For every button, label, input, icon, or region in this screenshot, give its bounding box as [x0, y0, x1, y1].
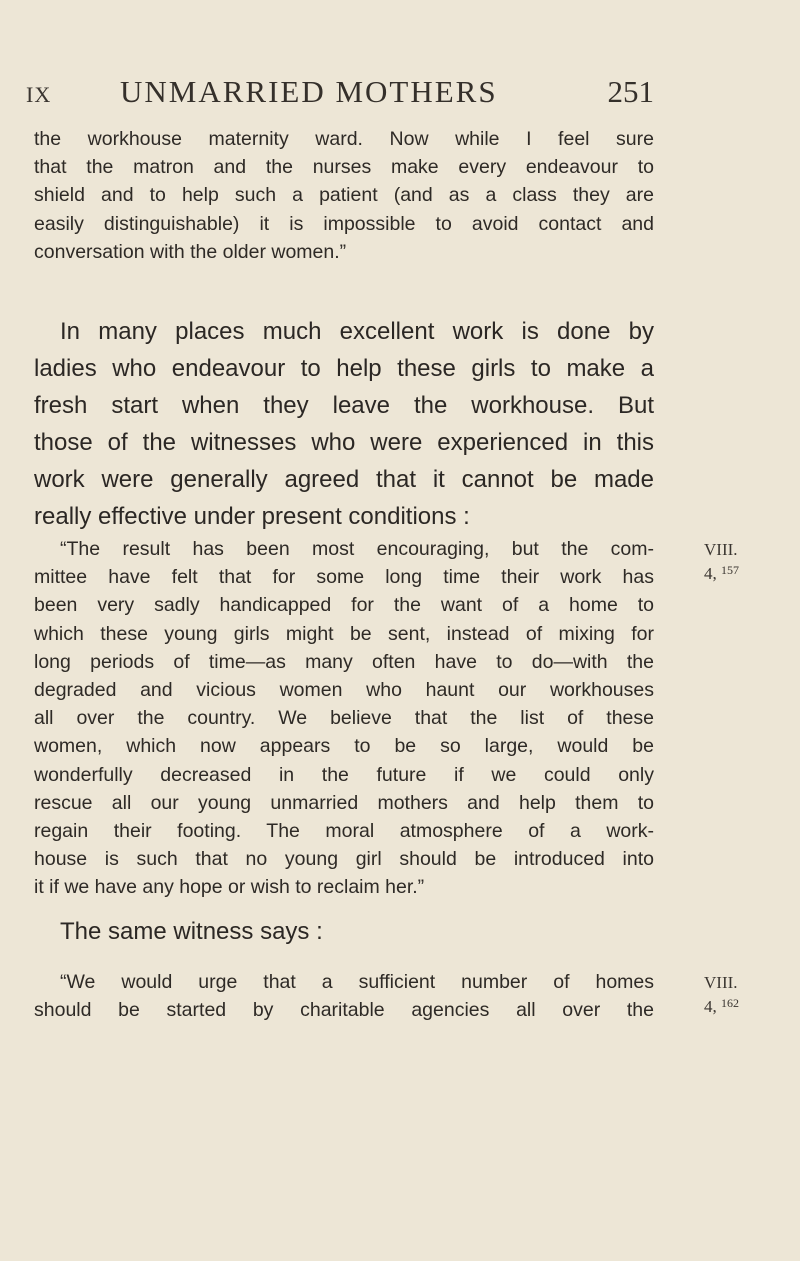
text-line: mittee have felt that for some long time their work has [34, 566, 654, 589]
paragraph-quote-continuation [34, 125, 654, 266]
text-line: work were generally agreed that it cannot be made [34, 466, 654, 493]
margin-volume: VIII. [704, 540, 738, 559]
text-line: degraded and vicious women who haunt our workhouses [34, 679, 654, 702]
text-line: fresh start when they leave the workhouse. But [34, 392, 654, 419]
text-line: house is such that no young girl should be introduced into [34, 848, 654, 871]
text-line: it if we have any hope or wish to reclaim her.” [34, 876, 425, 899]
text-line: shield and to help such a patient (and as a class they are [34, 184, 654, 207]
text-line: those of the witnesses who were experienced in this [34, 429, 654, 456]
text-line: In many places much excellent work is done by [60, 318, 654, 345]
text-line: rescue all our young unmarried mothers and help them to [34, 791, 654, 814]
text-line: “The result has been most encouraging, but the com- [60, 538, 654, 560]
text-line: that the matron and the nurses make every endeavour to [34, 156, 654, 179]
running-header [0, 74, 800, 114]
text-line: the workhouse maternity ward. Now while I feel sure [34, 128, 654, 150]
text-line: all over the country. We believe that the list of these [34, 707, 654, 730]
paragraph-witness-intro [34, 913, 654, 950]
margin-reference [704, 973, 739, 1017]
margin-part-page [704, 560, 739, 584]
text-line: wonderfully decreased in the future if we could only [34, 763, 654, 786]
chapter-number: IX [26, 82, 52, 107]
page-number: 251 [607, 74, 654, 109]
text-line: regain their footing. The moral atmosphere of a work- [34, 820, 654, 843]
text-line: conversation with the older women.” [34, 240, 347, 263]
margin-part: 4, [704, 564, 717, 583]
text-line: which these young girls might be sent, instead of mixing for [34, 622, 654, 645]
margin-part-page [704, 993, 739, 1017]
text-line: really effective under present conditions : [34, 503, 470, 530]
running-title: UNMARRIED MOTHERS [120, 74, 498, 109]
text-line: women, which now appears to be so large, would be [34, 735, 654, 758]
paragraph-body [34, 313, 654, 535]
margin-page: 157 [721, 563, 739, 577]
paragraph-quotation [34, 535, 654, 902]
margin-page: 162 [721, 996, 739, 1010]
text-line: been very sadly handicapped for the want of a home to [34, 594, 654, 617]
text-line: long periods of time—as many often have to do—with the [34, 650, 654, 673]
text-line: ladies who endeavour to help these girls to make a [34, 355, 654, 382]
margin-part: 4, [704, 997, 717, 1016]
text-line: easily distinguishable) it is impossible to avoid contact and [34, 212, 654, 235]
margin-reference [704, 540, 739, 584]
margin-volume: VIII. [704, 973, 738, 992]
text-line: The same witness says : [60, 918, 323, 945]
paragraph-quotation-2 [34, 968, 654, 1024]
text-line: “We would urge that a sufficient number of homes [60, 971, 654, 993]
text-line: should be started by charitable agencies all over the [34, 999, 654, 1022]
